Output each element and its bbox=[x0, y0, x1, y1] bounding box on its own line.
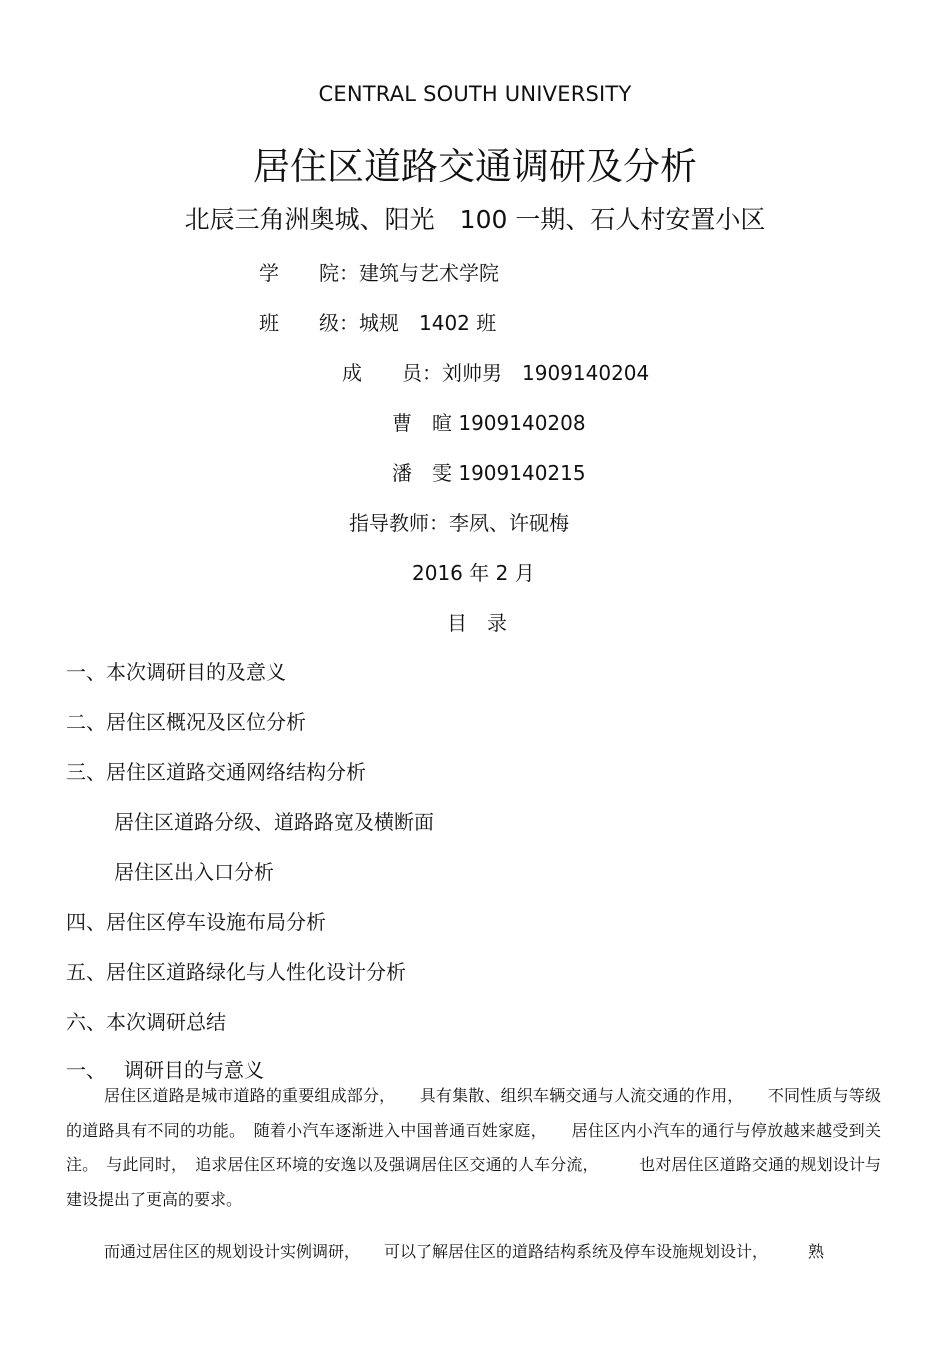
toc-item: 一、本次调研目的及意义 bbox=[66, 660, 286, 684]
member-1: 刘帅男 1909140204 bbox=[442, 361, 650, 385]
toc-item: 三、居住区道路交通网络结构分析 bbox=[66, 760, 366, 784]
class-label: 班 级： bbox=[259, 311, 359, 335]
advisor-row bbox=[349, 507, 569, 536]
advisor-value: 李夙、许砚梅 bbox=[449, 511, 569, 535]
member-3: 潘 雯 1909140215 bbox=[392, 461, 586, 485]
member-2: 曹 暄 1909140208 bbox=[392, 411, 586, 435]
section-number: 一、 bbox=[66, 1058, 106, 1082]
toc-item: 五、居住区道路绿化与人性化设计分析 bbox=[66, 960, 406, 984]
advisor-label: 指导教师： bbox=[349, 511, 449, 535]
members-label: 成 员： bbox=[342, 361, 442, 385]
body-paragraph: 居住区道路是城市道路的重要组成部分， 具有集散、组织车辆交通与人流交通的作用， 不同性质与等级的道路具有不同的功能。 随着小汽车逐渐进入中国普通百姓家庭， 居住区内小汽车的通行与停放越来越受到关注。 与此同时， 追求居住区环境的安逸以及强调居住区交通的人车分流， 也对居住区道路交通的规划设计与建设提出了更高的要求。 bbox=[66, 1086, 881, 1209]
section-title: 调研目的与意义 bbox=[124, 1058, 264, 1082]
toc-item: 六、本次调研总结 bbox=[66, 1010, 226, 1034]
college-value: 建筑与艺术学院 bbox=[359, 261, 499, 285]
page-subtitle: 北辰三角洲奥城、阳光 100 一期、石人村安置小区 bbox=[184, 205, 766, 234]
class-value: 城规 1402 班 bbox=[359, 311, 497, 335]
toc-subitem: 居住区道路分级、道路路宽及横断面 bbox=[114, 810, 434, 834]
college-label: 学 院： bbox=[259, 261, 359, 285]
college-row bbox=[259, 257, 499, 286]
body-paragraph: 而通过居住区的规划设计实例调研， 可以了解居住区的道路结构系统及停车设施规划设计， 熟 bbox=[104, 1242, 825, 1261]
class-row bbox=[259, 307, 496, 336]
report-date: 2016 年 2 月 bbox=[412, 561, 535, 585]
toc-item: 二、居住区概况及区位分析 bbox=[66, 710, 306, 734]
toc-item: 四、居住区停车设施布局分析 bbox=[66, 910, 326, 934]
members-row bbox=[342, 357, 649, 386]
toc-heading: 目 录 bbox=[447, 611, 507, 635]
university-name: CENTRAL SOUTH UNIVERSITY bbox=[318, 82, 632, 106]
page-title: 居住区道路交通调研及分析 bbox=[253, 145, 697, 188]
toc-subitem: 居住区出入口分析 bbox=[114, 860, 274, 884]
